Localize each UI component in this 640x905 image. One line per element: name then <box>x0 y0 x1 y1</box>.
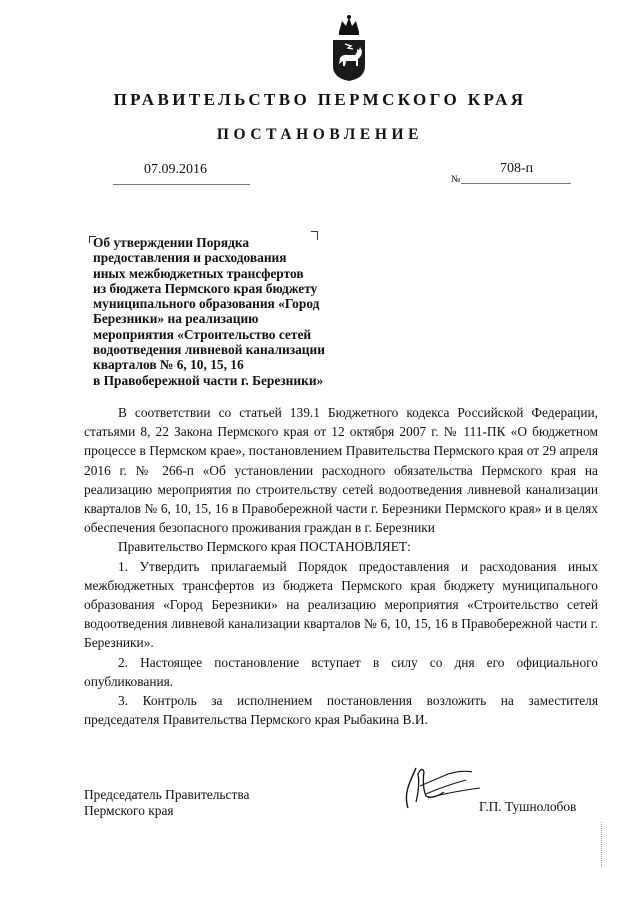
subject-line: предоставления и расходования <box>93 250 287 266</box>
signer-name: Г.П. Тушнолобов <box>479 799 577 814</box>
item-3-paragraph: 3. Контроль за исполнением постановления возложить на заместителя председателя Правительства Пермского края Рыбакина В.И. <box>84 693 598 728</box>
subject-line: Об утверждении Порядка <box>93 235 250 250</box>
perm-krai-coat-of-arms-icon <box>331 12 367 82</box>
subject-line: иных межбюджетных трансфертов <box>93 265 304 281</box>
preamble-paragraph: В соответствии со статьей 139.1 Бюджетного кодекса Российской Федерации, статьями 8, 22 Закона Пермского края от 12 октября 2007 г. № 111-ПК «О бюджетном процессе в Пермском крае», постановлением Правительства Пермского края от 29 апреля 2016 г. № 266-п «Об установлении расходного обязательства Пермского края на реализацию мероприятия по строительству сетей водоотведения ливневой канализации кварталов № 6, 10, 15, 16 в Правобережной части г. Березники Пермского края» и в целях обеспечения безопасного проживания граждан в г. Березники <box>84 405 598 536</box>
document-date: 07.09.2016 <box>144 162 207 177</box>
government-title: ПРАВИТЕЛЬСТВО ПЕРМСКОГО КРАЯ <box>113 90 527 109</box>
subject-line: Березники» на реализацию <box>93 311 259 327</box>
resolves-paragraph: Правительство Пермского края ПОСТАНОВЛЯЕТ: <box>118 539 411 555</box>
signer-position-line: Председатель Правительства <box>84 787 250 802</box>
handwritten-signature-icon <box>388 752 488 814</box>
document-subject <box>93 235 393 388</box>
document-type: ПОСТАНОВЛЕНИЕ <box>216 126 424 143</box>
signer-position <box>84 787 249 818</box>
document-body <box>84 403 598 729</box>
subject-line: мероприятия «Строительство сетей <box>93 326 312 342</box>
scan-edge-mark <box>601 822 604 867</box>
subject-line: из бюджета Пермского края бюджету <box>93 280 318 296</box>
item-1-paragraph: 1. Утвердить прилагаемый Порядок предоставления и расходования иных межбюджетных трансфертов из бюджета Пермского края бюджету муниципального образования «Город Березники» на реализацию мероприятия «Строительство сетей водоотведения ливневой канализации кварталов № 6, 10, 15, 16 в Правобережной части г. Березники». <box>84 558 598 651</box>
number-sign: № <box>451 174 461 185</box>
subject-line: кварталов № 6, 10, 15, 16 <box>93 357 244 373</box>
document-number: 708-п <box>500 161 534 176</box>
number-underline <box>461 183 571 184</box>
date-underline <box>113 184 250 185</box>
item-2-paragraph: 2. Настоящее постановление вступает в силу со дня его официального опубликования. <box>84 654 598 689</box>
subject-line: муниципального образования «Город <box>93 296 320 312</box>
subject-line: в Правобережной части г. Березники» <box>93 372 324 388</box>
subject-line: водоотведения ливневой канализации <box>93 342 325 358</box>
signer-position-line: Пермского края <box>84 802 174 818</box>
